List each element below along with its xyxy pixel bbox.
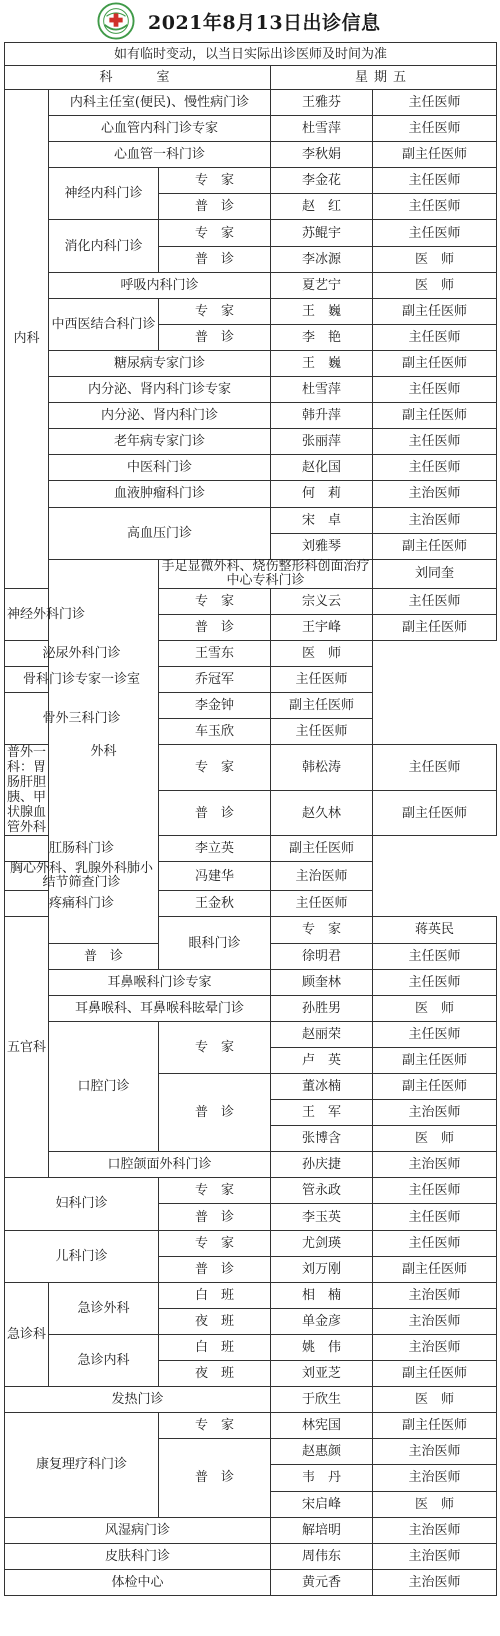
doctor-title-cell: 主治医师 (373, 507, 497, 533)
clinic-type-cell: 普 诊 (49, 943, 159, 969)
table-row (5, 1021, 497, 1047)
doctor-title-cell: 主治医师 (373, 1152, 497, 1178)
doctor-name-cell: 何 莉 (271, 481, 373, 507)
clinic-name-cell: 内科主任室(便民)、慢性病门诊 (49, 90, 271, 116)
clinic-name-cell: 普外一科：胃肠肝胆胰、甲状腺血管外科 (5, 745, 49, 836)
clinic-name-cell: 心血管一科门诊 (49, 142, 271, 168)
doctor-title-cell: 主任医师 (373, 377, 497, 403)
table-row (5, 693, 497, 719)
table-row (5, 90, 497, 116)
doctor-name-cell: 宗义云 (271, 588, 373, 614)
table-row (5, 1152, 497, 1178)
doctor-name-cell: 宋启峰 (271, 1491, 373, 1517)
table-row (5, 1282, 497, 1308)
doctor-name-cell: 周伟东 (271, 1543, 373, 1569)
clinic-type-cell: 普 诊 (159, 614, 271, 640)
table-row (5, 429, 497, 455)
doctor-title-cell: 副主任医师 (373, 1256, 497, 1282)
table-header-row (5, 66, 497, 90)
doctor-title-cell: 主任医师 (373, 90, 497, 116)
clinic-type-cell: 专 家 (159, 745, 271, 791)
doctor-title-cell: 副主任医师 (271, 836, 373, 862)
doctor-name-cell: 相 楠 (271, 1282, 373, 1308)
doctor-name-cell: 夏艺宁 (271, 272, 373, 298)
notice-text: 如有临时变动，以当日实际出诊医师及时间为准 (5, 43, 497, 66)
clinic-name-cell: 皮肤科门诊 (5, 1543, 271, 1569)
doctor-title-cell: 主治医师 (373, 1465, 497, 1491)
doctor-title-cell: 医 师 (373, 1126, 497, 1152)
clinic-name-cell: 口腔颌面外科门诊 (49, 1152, 271, 1178)
table-row (5, 116, 497, 142)
doctor-name-cell: 刘万刚 (271, 1256, 373, 1282)
hospital-emblem-icon (97, 2, 135, 40)
doctor-title-cell: 医 师 (271, 640, 373, 666)
doctor-title-cell: 主治医师 (373, 481, 497, 507)
table-row (5, 1230, 497, 1256)
doctor-name-cell: 赵 红 (271, 194, 373, 220)
clinic-name-cell: 疼痛科门诊 (5, 891, 159, 917)
doctor-title-cell: 主治医师 (373, 1543, 497, 1569)
table-row (5, 862, 497, 891)
clinic-name-cell: 糖尿病专家门诊 (49, 350, 271, 376)
doctor-title-cell: 主任医师 (373, 194, 497, 220)
table-row (5, 1178, 497, 1204)
doctor-title-cell: 副主任医师 (373, 533, 497, 559)
doctor-name-cell: 解培明 (271, 1517, 373, 1543)
doctor-title-cell: 主治医师 (373, 1439, 497, 1465)
clinic-name-cell: 骨科门诊专家一诊室 (5, 666, 159, 692)
doctor-name-cell: 张丽萍 (271, 429, 373, 455)
doctor-name-cell: 杜雪萍 (271, 116, 373, 142)
table-row (5, 350, 497, 376)
doctor-title-cell: 主任医师 (271, 666, 373, 692)
doctor-name-cell: 乔冠军 (159, 666, 271, 692)
clinic-type-cell: 专 家 (159, 1021, 271, 1073)
page-title: 2021年8月13日出诊信息 (148, 12, 381, 34)
doctor-title-cell: 副主任医师 (373, 790, 497, 836)
doctor-title-cell: 主治医师 (373, 1517, 497, 1543)
page-header (0, 0, 500, 42)
table-row (5, 168, 497, 194)
doctor-name-cell: 韩升萍 (271, 403, 373, 429)
doctor-name-cell: 宋 卓 (271, 507, 373, 533)
clinic-type-cell: 专 家 (159, 1230, 271, 1256)
table-row (5, 142, 497, 168)
clinic-name-cell: 泌尿外科门诊 (5, 640, 159, 666)
doctor-name-cell: 林宪国 (271, 1413, 373, 1439)
doctor-name-cell: 李玉英 (271, 1204, 373, 1230)
doctor-name-cell: 徐明君 (271, 943, 373, 969)
doctor-title-cell: 主任医师 (373, 1178, 497, 1204)
clinic-type-cell: 白 班 (159, 1334, 271, 1360)
doctor-title-cell: 医 师 (373, 246, 497, 272)
doctor-title-cell: 副主任医师 (373, 1074, 497, 1100)
notice-row (5, 43, 497, 66)
doctor-title-cell: 医 师 (373, 272, 497, 298)
doctor-name-cell: 李金钟 (159, 693, 271, 719)
doctor-name-cell: 黄元香 (271, 1569, 373, 1595)
department-group-cell: 急诊科 (5, 1282, 49, 1386)
doctor-title-cell: 主任医师 (373, 969, 497, 995)
clinic-type-cell: 专 家 (159, 220, 271, 246)
clinic-name-cell: 中西医结合科门诊 (49, 298, 159, 350)
table-row (5, 1334, 497, 1360)
doctor-title-cell: 副主任医师 (373, 614, 497, 640)
doctor-name-cell: 赵久林 (271, 790, 373, 836)
clinic-name-cell: 心血管内科门诊专家 (49, 116, 271, 142)
department-group-cell: 外科 (49, 559, 159, 943)
clinic-name-cell: 风湿病门诊 (5, 1517, 271, 1543)
clinic-type-cell: 专 家 (159, 1413, 271, 1439)
clinic-type-cell: 夜 班 (159, 1361, 271, 1387)
doctor-name-cell: 孙胜男 (271, 995, 373, 1021)
doctor-title-cell: 主任医师 (373, 1204, 497, 1230)
doctor-name-cell: 王 巍 (271, 350, 373, 376)
doctor-title-cell: 副主任医师 (373, 350, 497, 376)
clinic-name-cell: 眼科门诊 (159, 917, 271, 969)
table-row (5, 1517, 497, 1543)
table-row (5, 995, 497, 1021)
department-group-cell: 内科 (5, 90, 49, 589)
doctor-name-cell: 冯建华 (159, 862, 271, 891)
column-header-cell: 科 室 (5, 66, 271, 90)
doctor-title-cell: 主治医师 (373, 1100, 497, 1126)
clinic-type-cell: 普 诊 (159, 194, 271, 220)
doctor-title-cell: 主任医师 (373, 1021, 497, 1047)
table-row (5, 666, 497, 692)
doctor-title-cell: 主任医师 (373, 1230, 497, 1256)
table-row (5, 507, 497, 533)
doctor-title-cell: 主任医师 (373, 116, 497, 142)
doctor-name-cell: 王 军 (271, 1100, 373, 1126)
clinic-name-cell: 急诊外科 (49, 1282, 159, 1334)
doctor-name-cell: 刘同奎 (373, 559, 497, 588)
doctor-title-cell: 副主任医师 (373, 1413, 497, 1439)
doctor-name-cell: 李秋娟 (271, 142, 373, 168)
doctor-name-cell: 王雅芬 (271, 90, 373, 116)
clinic-name-cell: 耳鼻喉科、耳鼻喉科眩晕门诊 (49, 995, 271, 1021)
clinic-name-cell: 口腔门诊 (49, 1021, 159, 1151)
clinic-name-cell: 高血压门诊 (49, 507, 271, 559)
doctor-title-cell: 主任医师 (373, 943, 497, 969)
table-row (5, 640, 497, 666)
clinic-type-cell: 普 诊 (159, 246, 271, 272)
doctor-name-cell: 王宇峰 (271, 614, 373, 640)
doctor-name-cell: 单金彦 (271, 1308, 373, 1334)
doctor-title-cell: 主任医师 (373, 429, 497, 455)
clinic-name-cell: 神经内科门诊 (49, 168, 159, 220)
doctor-title-cell: 主治医师 (271, 862, 373, 891)
clinic-type-cell: 夜 班 (159, 1308, 271, 1334)
clinic-name-cell: 消化内科门诊 (49, 220, 159, 272)
department-group-cell: 五官科 (5, 917, 49, 1178)
doctor-title-cell: 主治医师 (373, 1334, 497, 1360)
doctor-title-cell: 副主任医师 (271, 693, 373, 719)
doctor-name-cell: 赵丽荣 (271, 1021, 373, 1047)
table-row (5, 559, 497, 588)
clinic-name-cell: 手足显微外科、烧伤整形科创面治疗中心专科门诊 (159, 559, 373, 588)
clinic-name-cell: 血液肿瘤科门诊 (49, 481, 271, 507)
table-row (5, 1413, 497, 1439)
doctor-name-cell: 顾奎林 (271, 969, 373, 995)
table-row (5, 836, 497, 862)
doctor-name-cell: 王雪东 (159, 640, 271, 666)
doctor-title-cell: 主治医师 (373, 1308, 497, 1334)
doctor-name-cell: 李冰源 (271, 246, 373, 272)
table-row (5, 891, 497, 917)
table-row (5, 481, 497, 507)
doctor-title-cell: 副主任医师 (373, 403, 497, 429)
clinic-name-cell: 神经外科门诊 (5, 588, 49, 640)
clinic-name-cell: 体检中心 (5, 1569, 271, 1595)
clinic-type-cell: 专 家 (159, 1178, 271, 1204)
doctor-title-cell: 副主任医师 (373, 1047, 497, 1073)
doctor-name-cell: 苏鲲宇 (271, 220, 373, 246)
doctor-title-cell: 主任医师 (373, 324, 497, 350)
doctor-name-cell: 赵惠颜 (271, 1439, 373, 1465)
clinic-name-cell: 内分泌、肾内科门诊 (49, 403, 271, 429)
clinic-type-cell: 普 诊 (159, 1204, 271, 1230)
doctor-name-cell: 尤剑瑛 (271, 1230, 373, 1256)
doctor-name-cell: 赵化国 (271, 455, 373, 481)
clinic-type-cell: 专 家 (159, 168, 271, 194)
table-row (5, 1569, 497, 1595)
doctor-title-cell: 副主任医师 (373, 142, 497, 168)
doctor-name-cell: 韩松涛 (271, 745, 373, 791)
clinic-type-cell: 普 诊 (159, 790, 271, 836)
doctor-name-cell: 王 巍 (271, 298, 373, 324)
doctor-name-cell: 李立英 (159, 836, 271, 862)
table-row (5, 403, 497, 429)
clinic-name-cell: 急诊内科 (49, 1334, 159, 1386)
clinic-type-cell: 普 诊 (159, 1256, 271, 1282)
clinic-name-cell: 胸心外科、乳腺外科肺小结节筛查门诊 (5, 862, 159, 891)
doctor-name-cell: 管永政 (271, 1178, 373, 1204)
table-row (5, 377, 497, 403)
clinic-name-cell: 肛肠科门诊 (5, 836, 159, 862)
doctor-title-cell: 主任医师 (373, 588, 497, 614)
clinic-name-cell: 耳鼻喉科门诊专家 (49, 969, 271, 995)
table-row (5, 272, 497, 298)
clinic-name-cell: 儿科门诊 (5, 1230, 159, 1282)
doctor-title-cell: 主任医师 (373, 745, 497, 791)
doctor-name-cell: 韦 丹 (271, 1465, 373, 1491)
table-row (5, 969, 497, 995)
doctor-name-cell: 刘亚芝 (271, 1361, 373, 1387)
doctor-name-cell: 卢 英 (271, 1047, 373, 1073)
doctor-name-cell: 李 艳 (271, 324, 373, 350)
clinic-name-cell: 发热门诊 (5, 1387, 271, 1413)
doctor-name-cell: 孙庆捷 (271, 1152, 373, 1178)
clinic-name-cell: 康复理疗科门诊 (5, 1413, 159, 1517)
column-header-cell: 星期五 (271, 66, 497, 90)
doctor-name-cell: 车玉欣 (159, 719, 271, 745)
clinic-type-cell: 普 诊 (159, 324, 271, 350)
doctor-name-cell: 刘雅琴 (271, 533, 373, 559)
doctor-name-cell: 李金花 (271, 168, 373, 194)
clinic-name-cell: 呼吸内科门诊 (49, 272, 271, 298)
table-row (5, 455, 497, 481)
doctor-title-cell: 主任医师 (271, 891, 373, 917)
doctor-name-cell: 蒋英民 (373, 917, 497, 943)
clinic-type-cell: 白 班 (159, 1282, 271, 1308)
clinic-name-cell: 骨外三科门诊 (5, 693, 159, 745)
table-row (5, 1543, 497, 1569)
doctor-name-cell: 姚 伟 (271, 1334, 373, 1360)
doctor-title-cell: 医 师 (373, 1491, 497, 1517)
doctor-name-cell: 董冰楠 (271, 1074, 373, 1100)
doctor-title-cell: 主任医师 (373, 455, 497, 481)
doctor-title-cell: 副主任医师 (373, 1361, 497, 1387)
doctor-name-cell: 王金秋 (159, 891, 271, 917)
doctor-title-cell: 医 师 (373, 1387, 497, 1413)
doctor-title-cell: 副主任医师 (373, 298, 497, 324)
doctor-title-cell: 医 师 (373, 995, 497, 1021)
clinic-name-cell: 老年病专家门诊 (49, 429, 271, 455)
doctor-title-cell: 主治医师 (373, 1282, 497, 1308)
clinic-type-cell: 专 家 (271, 917, 373, 943)
clinic-type-cell: 普 诊 (159, 1439, 271, 1517)
doctor-name-cell: 杜雪萍 (271, 377, 373, 403)
table-row (5, 220, 497, 246)
doctor-name-cell: 于欣生 (271, 1387, 373, 1413)
table-row (5, 1387, 497, 1413)
clinic-name-cell: 中医科门诊 (49, 455, 271, 481)
doctor-name-cell: 张博含 (271, 1126, 373, 1152)
clinic-type-cell: 专 家 (159, 588, 271, 614)
doctor-title-cell: 主任医师 (373, 168, 497, 194)
schedule-table (4, 42, 497, 1596)
doctor-title-cell: 主任医师 (373, 220, 497, 246)
doctor-title-cell: 主治医师 (373, 1569, 497, 1595)
clinic-type-cell: 专 家 (159, 298, 271, 324)
clinic-name-cell: 妇科门诊 (5, 1178, 159, 1230)
clinic-type-cell: 普 诊 (159, 1074, 271, 1152)
clinic-name-cell: 内分泌、肾内科门诊专家 (49, 377, 271, 403)
table-row (5, 298, 497, 324)
doctor-title-cell: 主任医师 (271, 719, 373, 745)
